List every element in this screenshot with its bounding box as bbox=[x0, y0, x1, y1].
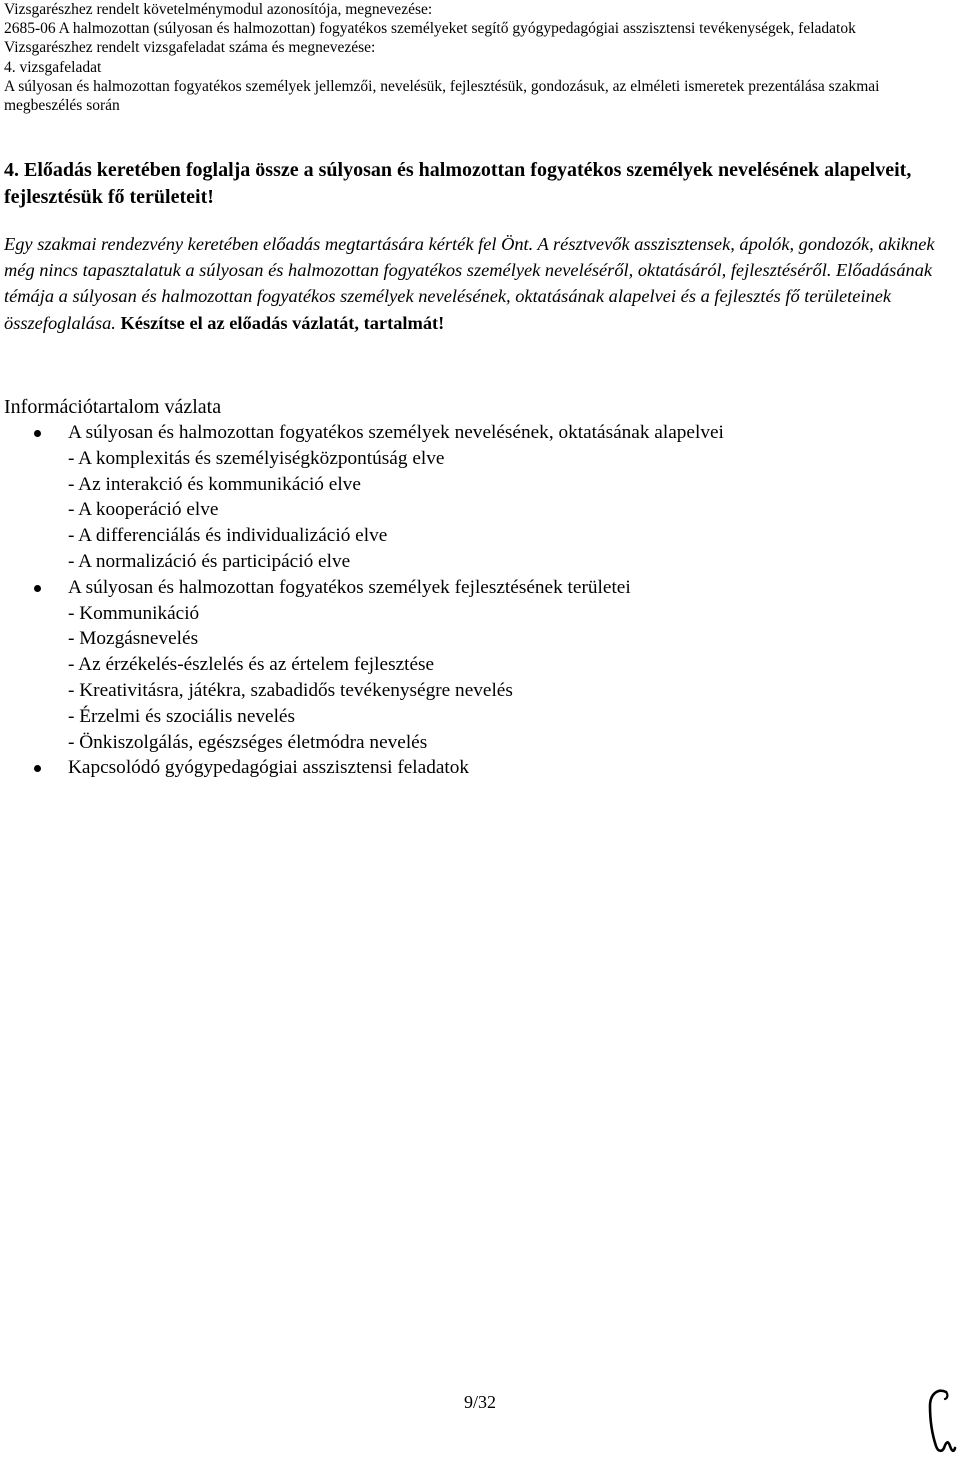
task-number: 4. vizsgafeladat bbox=[4, 58, 102, 76]
task-label: Vizsgarészhez rendelt vizsgafeladat száma és megnevezése: bbox=[4, 39, 376, 57]
outline-list bbox=[0, 420, 940, 781]
outline-section bbox=[0, 420, 940, 446]
module-name: 2685-06 A halmozottan (súlyosan és halmozottan) fogyatékos személyeket segítő gyógypedagógiai asszisztensi tevékenységek, feladatok bbox=[4, 20, 856, 38]
bullet-icon bbox=[34, 430, 41, 437]
section-title: A súlyosan és halmozottan fogyatékos személyek nevelésének, oktatásának alapelvei bbox=[68, 422, 724, 443]
list-item: - A normalizáció és participáció elve bbox=[68, 550, 351, 572]
module-label: Vizsgarészhez rendelt követelménymodul azonosítója, megnevezése: bbox=[4, 1, 433, 18]
list-item: - Az interakció és kommunikáció elve bbox=[68, 473, 361, 495]
outline-section bbox=[0, 575, 940, 601]
section-title: Kapcsolódó gyógypedagógiai asszisztensi feladatok bbox=[68, 757, 470, 779]
outline-section bbox=[0, 755, 940, 781]
signature-mark-icon bbox=[924, 1386, 958, 1458]
list-item: - Az érzékelés-észlelés és az értelem fejlesztése bbox=[68, 654, 435, 676]
page-number: 9/32 bbox=[463, 1392, 496, 1412]
list-item: - Önkiszolgálás, egészséges életmódra nevelés bbox=[68, 731, 428, 753]
list-item: - Érzelmi és szociális nevelés bbox=[68, 705, 295, 727]
outline-heading: Információtartalom vázlata bbox=[4, 396, 222, 418]
list-item: - A komplexitás és személyiségközpontúság elve bbox=[68, 447, 445, 469]
task-body bbox=[4, 231, 954, 336]
task-description: Egy szakmai rendezvény keretében előadás megtartására kérték fel Önt. A résztvevők asszisztensek, ápolók, gondozók, akiknek még nincs tapasztalatuk a súlyosan és halmozottan fogyatékos személyek neveléséről, oktatásáról, fejlesztéséről. Előadásának témája a súlyosan és halmozottan fogyatékos személyek nevelésének, oktatásának alapelvei és a fejlesztés fő területeinek összefoglalása. bbox=[4, 234, 935, 333]
task-name: A súlyosan és halmozottan fogyatékos személyek jellemzői, nevelésük, fejlesztésük, gondozásuk, az elméleti ismeretek prezentálása szakmai megbeszélés során bbox=[4, 77, 880, 115]
bullet-icon bbox=[34, 765, 41, 772]
page-footer bbox=[0, 1390, 960, 1414]
list-item: - Kreativitásra, játékra, szabadidős tevékenységre nevelés bbox=[68, 679, 513, 701]
list-item: - A differenciálás és individualizáció elve bbox=[68, 525, 388, 547]
list-item: - Kommunikáció bbox=[68, 602, 200, 624]
section-title: A súlyosan és halmozottan fogyatékos személyek fejlesztésének területei bbox=[68, 576, 631, 598]
task-instruction: Készítse el az előadás vázlatát, tartalmát! bbox=[120, 312, 445, 333]
bullet-icon bbox=[34, 585, 41, 592]
list-item: - Mozgásnevelés bbox=[68, 628, 199, 650]
task-title: 4. Előadás keretében foglalja össze a súlyosan és halmozottan fogyatékos személyek nevelésének alapelveit, fejlesztésük fő területeit! bbox=[4, 159, 912, 208]
document-header bbox=[4, 0, 954, 115]
list-item: - A kooperáció elve bbox=[68, 499, 219, 521]
